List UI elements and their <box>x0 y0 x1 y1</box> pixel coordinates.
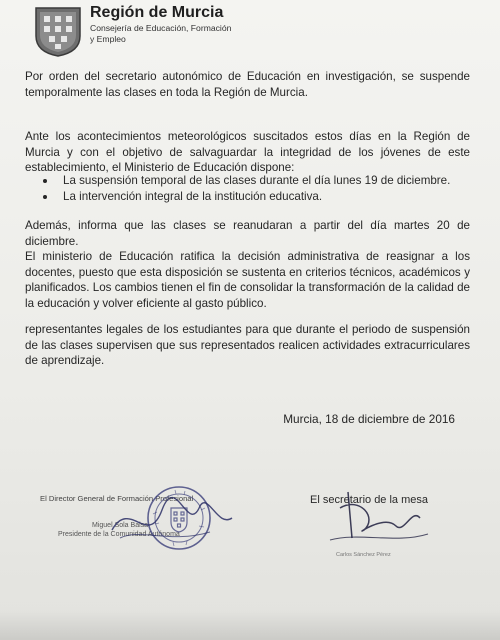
photo-shadow <box>0 610 500 640</box>
organization-subtitle-line1: Consejería de Educación, Formación <box>90 23 232 33</box>
paragraph-order: Por orden del secretario autonómico de Educación en investigación, se suspende temporalmente las clases en toda la Región de Murcia. <box>25 70 470 99</box>
organization-subtitle-line2: y Empleo <box>90 34 126 44</box>
left-signatory-role: Presidente de la Comunidad Autónoma <box>58 531 180 538</box>
letter-date: Murcia, 18 de diciembre de 2016 <box>283 412 455 426</box>
organization-title: Región de Murcia <box>90 4 224 21</box>
left-handwritten-signature <box>100 488 250 558</box>
paragraph-representatives: representantes legales de los estudiantes para que durante el periodo de suspensión de las clases supervisen que sus representados realicen actividades extracurriculares de aprendizaje. <box>25 323 470 368</box>
left-signatory-title: El Director General de Formación Profesional <box>40 494 194 503</box>
organization-subtitle <box>90 23 290 45</box>
measures-list <box>40 173 460 205</box>
paragraph-resume: Además, informa que las clases se reanudaran a partir del día martes 20 de diciembre. <box>25 219 470 248</box>
right-signatory-title: El secretario de la mesa <box>310 494 428 506</box>
paragraph-context: Ante los acontecimientos meteorológicos suscitados estos días en la Región de Murcia y con el objetivo de salvaguardar la integridad de los jóvenes de este establecimiento, el Ministerio de Educación dispone: <box>25 130 470 175</box>
list-item: La intervención integral de la institución educativa. <box>40 189 460 205</box>
left-signatory-name: Miguel Sola Balsa <box>92 522 149 529</box>
list-item: La suspensión temporal de las clases durante el día lunes 19 de diciembre. <box>40 173 460 189</box>
region-murcia-shield-icon <box>34 6 82 58</box>
paragraph-ratification: El ministerio de Educación ratifica la decisión administrativa de reasignar a los docentes, puesto que esta disposición se sustenta en criterios técnicos, académicos y planificados. Los cambios tienen el fin de consolidar la transformación de la calidad de la educación y volver eficiente al gasto público. <box>25 250 470 311</box>
right-signatory-name: Carlos Sánchez Pérez <box>336 552 391 558</box>
right-handwritten-signature <box>300 478 440 548</box>
